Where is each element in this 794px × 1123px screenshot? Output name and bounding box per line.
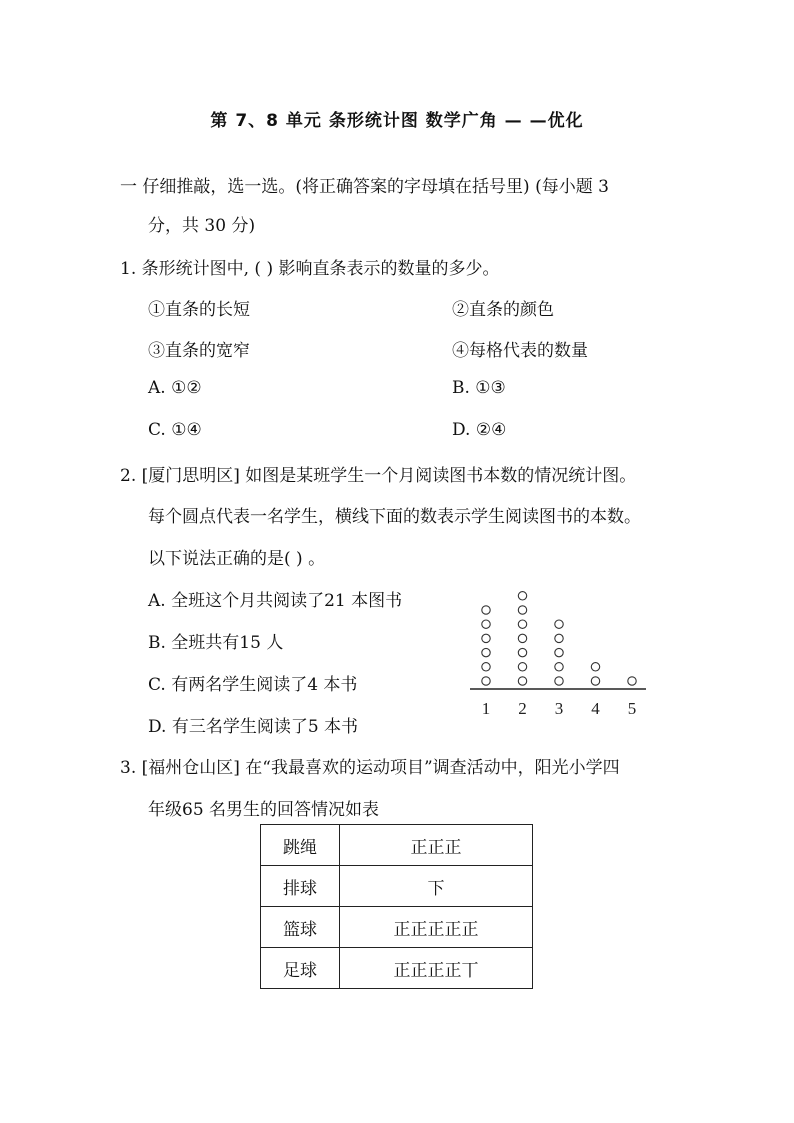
question-2-line-3: 以下说法正确的是( ) 。: [148, 549, 326, 569]
q2-choice-c: C. 有两名学生阅读了4 本书: [148, 675, 358, 695]
q1-statement-4: ④每格代表的数量: [452, 341, 588, 361]
student-dot: [518, 677, 526, 685]
student-dot: [555, 677, 563, 685]
page-title: 第 7、8 单元 条形统计图 数学广角 — —优化: [210, 111, 584, 131]
student-dot: [482, 663, 490, 671]
student-dot: [482, 634, 490, 642]
question-2-line-2: 每个圆点代表一名学生，横线下面的数表示学生阅读图书的本数。: [148, 507, 641, 527]
sport-name: 篮球: [261, 907, 340, 948]
student-dot: [518, 634, 526, 642]
q1-choice-a: A. ①②: [148, 378, 202, 398]
axis-tick-label: 2: [518, 699, 527, 718]
q2-choice-a: A. 全班这个月共阅读了21 本图书: [148, 591, 403, 611]
q1-choice-c: C. ①④: [148, 420, 202, 440]
tally-marks: 下: [340, 866, 533, 907]
question-2-line-1: 2. [厦门思明区] 如图是某班学生一个月阅读图书本数的情况统计图。: [120, 466, 637, 486]
student-dot: [482, 648, 490, 656]
q2-choice-d: D. 有三名学生阅读了5 本书: [148, 717, 359, 737]
axis-tick-label: 5: [627, 699, 637, 718]
axis-tick-label: 3: [554, 699, 564, 718]
dot-plot-svg: [462, 588, 652, 723]
sport-name: 排球: [261, 866, 340, 907]
q1-statement-2: ②直条的颜色: [452, 300, 554, 320]
student-dot: [518, 648, 526, 656]
student-dot: [518, 592, 526, 600]
q1-choice-d: D. ②④: [452, 420, 507, 440]
table-row: [261, 866, 533, 907]
student-dot: [518, 620, 526, 628]
q1-statement-1: ①直条的长短: [148, 300, 250, 320]
tally-marks: 正正正正丅: [340, 948, 533, 989]
table-row: [261, 948, 533, 989]
axis-tick-label: 4: [591, 699, 600, 718]
question-3-line-2: 年级65 名男生的回答情况如表: [148, 800, 380, 820]
q1-statement-3: ③直条的宽窄: [148, 341, 250, 361]
student-dot: [555, 648, 563, 656]
student-dot: [591, 663, 599, 671]
student-dot: [555, 663, 563, 671]
q2-choice-b: B. 全班共有15 人: [148, 633, 284, 653]
tally-marks: 正正正: [340, 825, 533, 866]
student-dot: [518, 606, 526, 614]
question-1-stem: 1. 条形统计图中, ( ) 影响直条表示的数量的多少。: [120, 259, 500, 279]
table-row: [261, 825, 533, 866]
q1-choice-b: B. ①③: [452, 378, 506, 398]
section-heading: 一 仔细推敲，选一选。(将正确答案的字母填在括号里) (每小题 3: [120, 177, 609, 197]
tally-marks: 正正正正正: [340, 907, 533, 948]
student-dot: [555, 634, 563, 642]
table-row: [261, 907, 533, 948]
sport-name: 足球: [261, 948, 340, 989]
sport-name: 跳绳: [261, 825, 340, 866]
reading-dot-plot: [462, 588, 652, 723]
student-dot: [482, 677, 490, 685]
student-dot: [628, 677, 636, 685]
student-dot: [482, 606, 490, 614]
axis-tick-label: 1: [481, 699, 491, 718]
student-dot: [482, 620, 490, 628]
student-dot: [555, 620, 563, 628]
student-dot: [591, 677, 599, 685]
sports-tally-table: [260, 824, 533, 989]
student-dot: [518, 663, 526, 671]
question-3-line-1: 3. [福州仓山区] 在“我最喜欢的运动项目”调查活动中，阳光小学四: [120, 758, 620, 778]
section-heading-cont: 分，共 30 分): [148, 216, 256, 236]
